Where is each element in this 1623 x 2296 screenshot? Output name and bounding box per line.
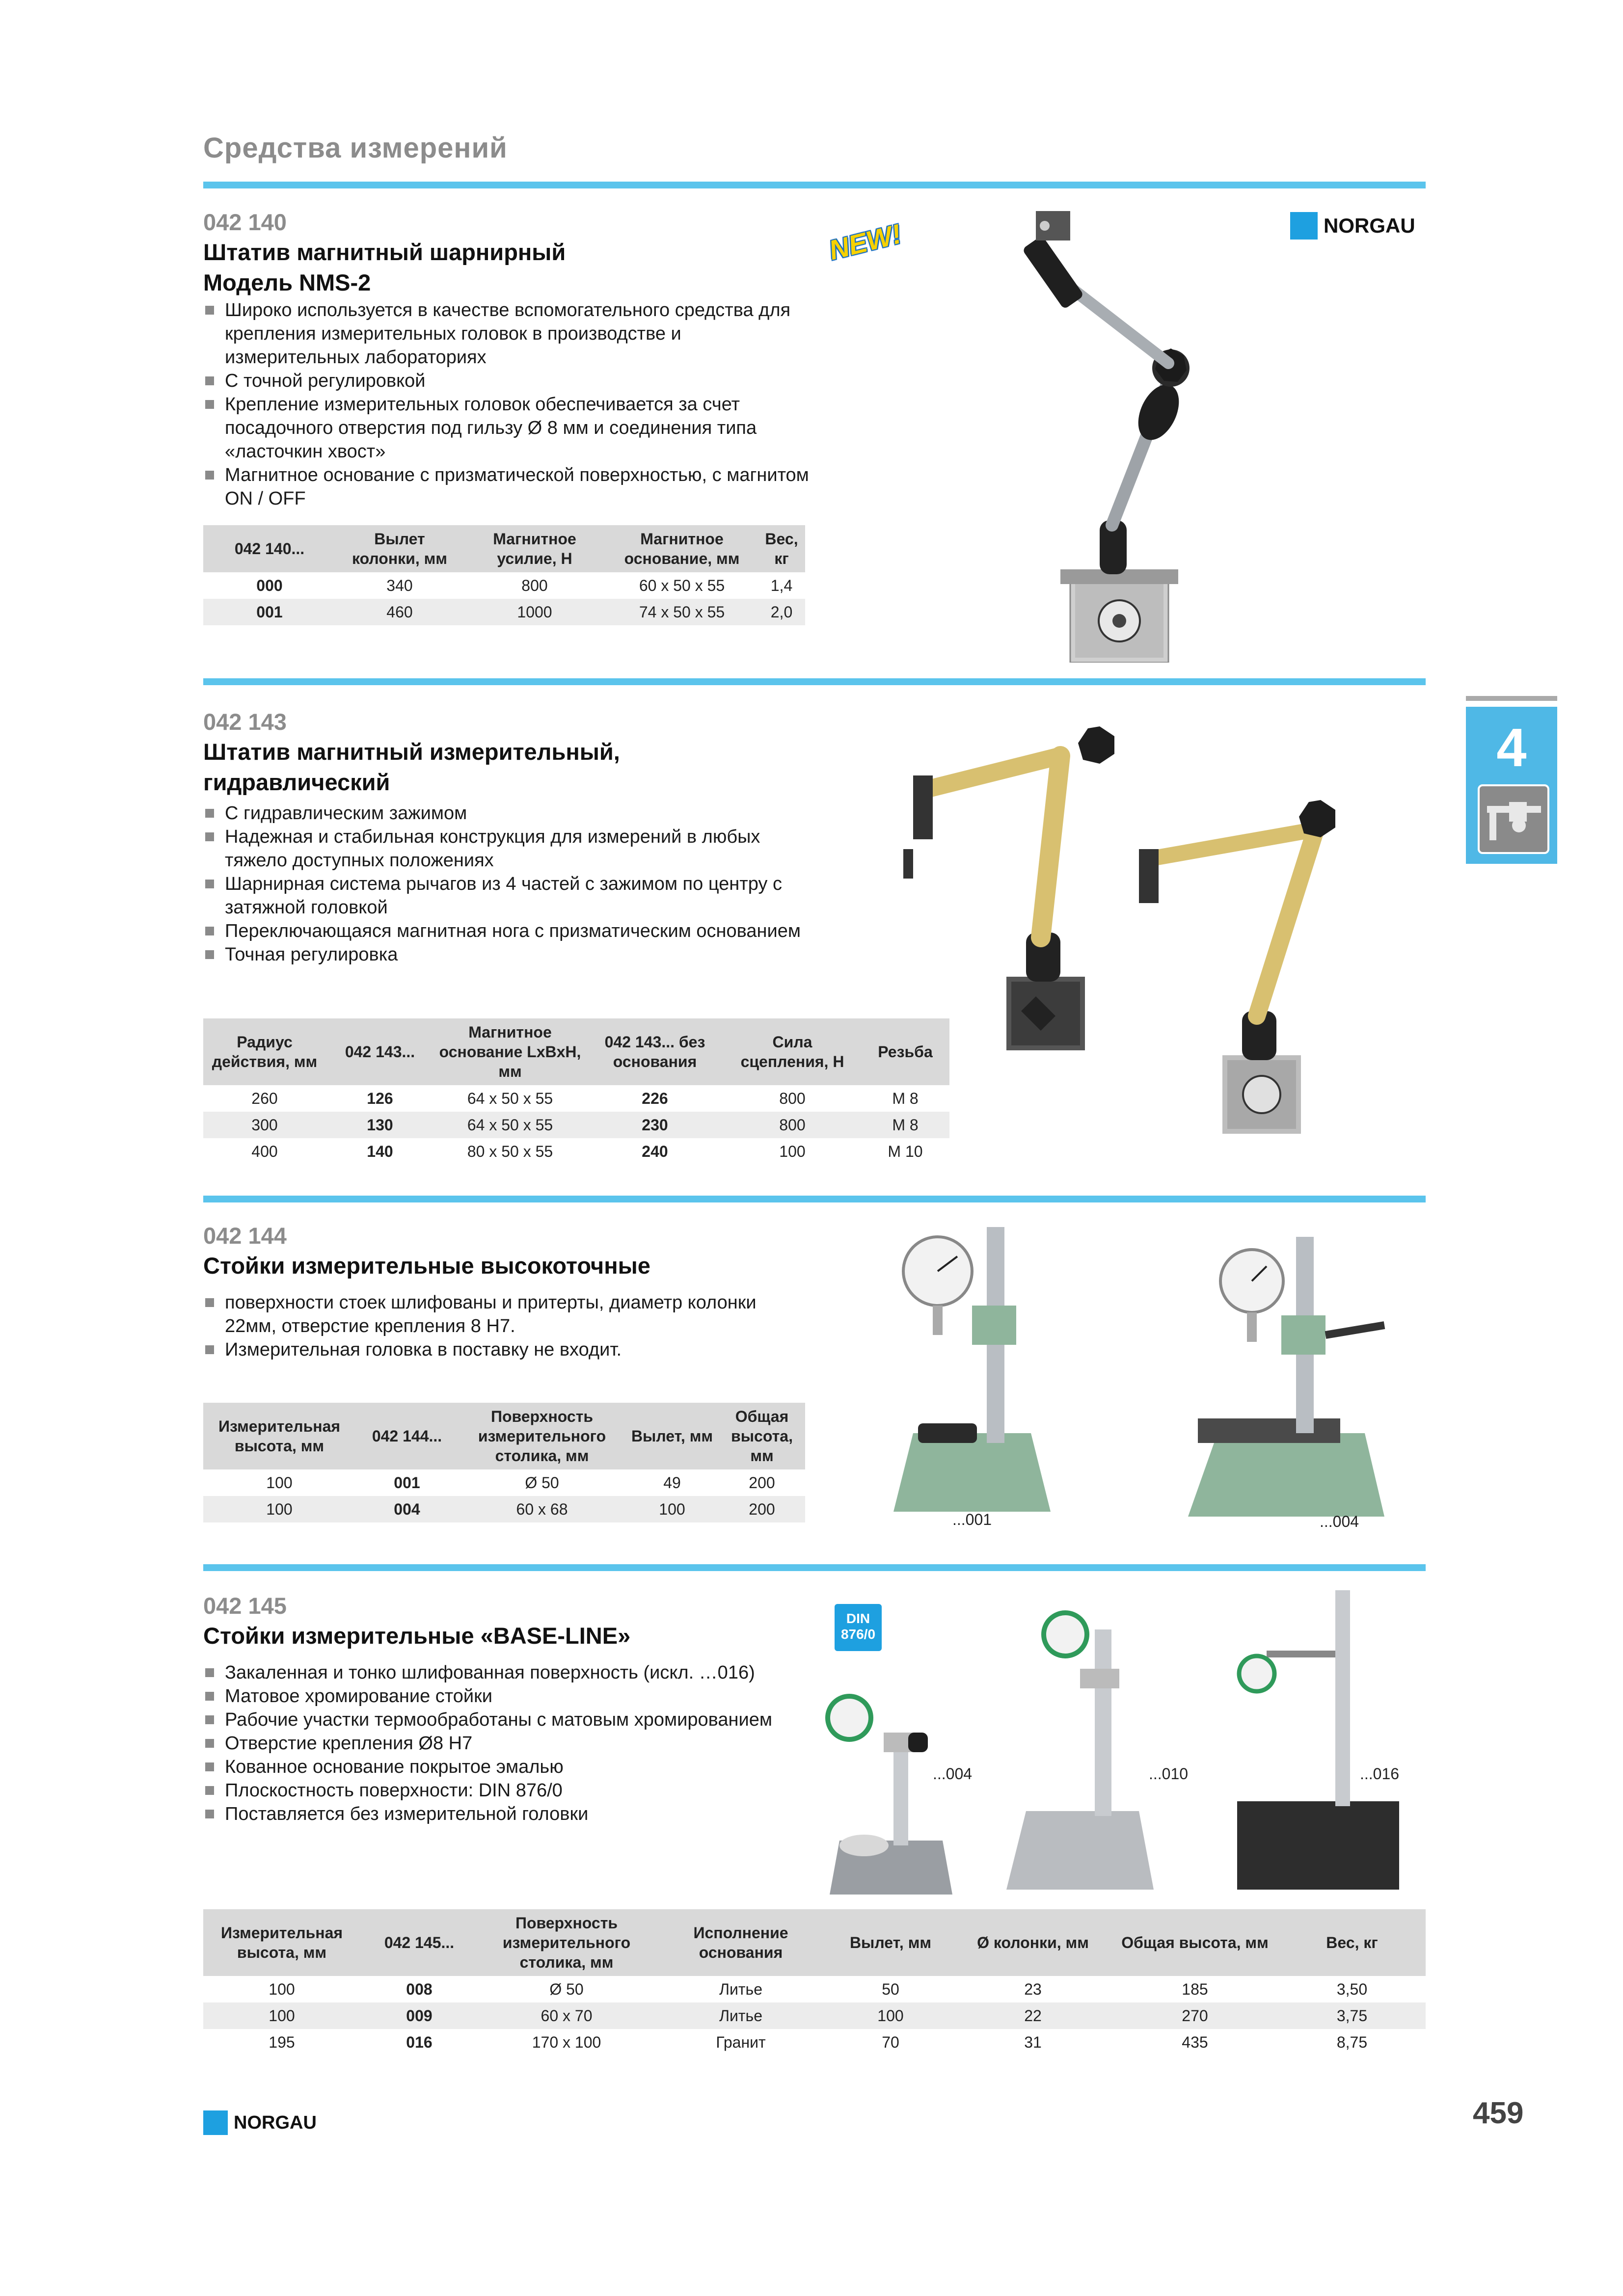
table-cell: 240 bbox=[642, 1142, 668, 1160]
section-divider bbox=[203, 182, 1426, 188]
product-title-line: Штатив магнитный шарнирный bbox=[203, 239, 566, 265]
table-cell: 64 x 50 x 55 bbox=[434, 1112, 586, 1138]
photo-caption: ...004 bbox=[1320, 1513, 1359, 1530]
column-header: 042 143... без основания bbox=[586, 1018, 724, 1085]
feature-item: С точной регулировкой bbox=[203, 369, 812, 393]
column-header: Исполнение основания bbox=[655, 1909, 827, 1976]
photo-caption: ...001 bbox=[952, 1511, 992, 1528]
column-header: Поверхность измерительного столика, мм bbox=[459, 1403, 625, 1469]
feature-item: Широко используется в качестве вспомогательного средства для крепления измерительных головок в производстве и измерительных лабораториях bbox=[203, 298, 812, 369]
table-cell: 140 bbox=[367, 1142, 393, 1160]
table-cell: 340 bbox=[386, 576, 413, 594]
table-row bbox=[203, 1085, 949, 1112]
feature-item: Крепление измерительных головок обеспечивается за счет посадочного отверстия под гильзу Ø 8 мм и соединения типа «ласточкин хвост» bbox=[203, 393, 812, 463]
product-title: Стойки измерительные «BASE-LINE» bbox=[203, 1623, 631, 1649]
table-cell: 80 x 50 x 55 bbox=[467, 1142, 553, 1160]
product-title bbox=[203, 737, 620, 798]
product-title: Стойки измерительные высокоточные bbox=[203, 1253, 650, 1279]
table-cell: 3,75 bbox=[1278, 2002, 1426, 2029]
table-header-row bbox=[203, 1909, 1426, 1976]
table-cell: 800 bbox=[724, 1112, 861, 1138]
section-divider bbox=[203, 1564, 1426, 1571]
column-header: Вес, кг bbox=[1278, 1909, 1426, 1976]
column-header: Радиус действия, мм bbox=[203, 1018, 326, 1085]
table-cell: 50 bbox=[882, 1980, 899, 1998]
column-header: 042 144... bbox=[355, 1403, 459, 1469]
table-cell: 100 bbox=[269, 1980, 295, 1998]
product-photo-baseline-stands bbox=[815, 1585, 1424, 1899]
column-header: Поверхность измерительного столика, мм bbox=[478, 1909, 655, 1976]
table-cell: M 10 bbox=[888, 1142, 923, 1160]
photo-caption: ...010 bbox=[1149, 1765, 1189, 1783]
brand-square-icon bbox=[203, 2110, 228, 2135]
table-cell: 130 bbox=[326, 1112, 434, 1138]
column-header: Измерительная высота, мм bbox=[203, 1909, 360, 1976]
product-photo-nms2 bbox=[1001, 206, 1227, 663]
column-header: Ø колонки, мм bbox=[954, 1909, 1111, 1976]
table-cell: 185 bbox=[1182, 1980, 1208, 1998]
table-cell: 23 bbox=[1024, 1980, 1042, 1998]
column-header: Резьба bbox=[861, 1018, 949, 1085]
table-cell: 1,4 bbox=[770, 576, 793, 594]
table-cell: 400 bbox=[251, 1142, 278, 1160]
new-badge: NEW! bbox=[826, 218, 905, 266]
table-row bbox=[203, 1469, 805, 1496]
brand-name: NORGAU bbox=[234, 2112, 317, 2133]
column-header: 042 143... bbox=[326, 1018, 434, 1085]
din-badge-line: DIN bbox=[846, 1611, 870, 1626]
brand-name: NORGAU bbox=[1324, 214, 1415, 237]
table-cell: 60 x 50 x 55 bbox=[639, 576, 725, 594]
table-cell: 016 bbox=[406, 2033, 433, 2051]
table-cell: 70 bbox=[882, 2033, 899, 2051]
product-code: 042 143 bbox=[203, 709, 287, 735]
spec-table bbox=[203, 1018, 949, 1165]
column-header: Вылет, мм bbox=[827, 1909, 954, 1976]
section-divider bbox=[203, 678, 1426, 685]
photo-caption: ...016 bbox=[1360, 1765, 1400, 1783]
table-row bbox=[203, 572, 805, 599]
table-cell: 200 bbox=[719, 1496, 805, 1522]
table-cell: 22 bbox=[954, 2002, 1111, 2029]
table-cell: 100 bbox=[779, 1142, 806, 1160]
column-header: Вес, кг bbox=[758, 525, 805, 572]
column-header: Общая высота, мм bbox=[1111, 1909, 1278, 1976]
column-header: 042 140... bbox=[203, 525, 336, 572]
table-cell: 800 bbox=[521, 576, 548, 594]
brand-logo bbox=[1290, 212, 1415, 240]
footer-brand-logo bbox=[203, 2110, 317, 2135]
product-title-line: гидравлический bbox=[203, 769, 390, 795]
table-cell: 74 x 50 x 55 bbox=[606, 599, 758, 625]
product-code: 042 140 bbox=[203, 209, 287, 235]
table-cell: 8,75 bbox=[1336, 2033, 1368, 2051]
table-header-row bbox=[203, 525, 805, 572]
column-header: Измерительная высота, мм bbox=[203, 1403, 355, 1469]
feature-item: Шарнирная система рычагов из 4 частей с зажимом по центру с затяжной головкой bbox=[203, 872, 812, 919]
table-cell: 170 x 100 bbox=[532, 2033, 601, 2051]
table-cell: 226 bbox=[642, 1089, 668, 1107]
feature-item: Магнитное основание с призматической поверхностью, с магнитом ON / OFF bbox=[203, 463, 812, 510]
feature-item: Закаленная и тонко шлифованная поверхность (искл. …016) bbox=[203, 1661, 822, 1684]
brand-square-icon bbox=[1290, 212, 1318, 240]
feature-item: Матовое хромирование стойки bbox=[203, 1684, 822, 1708]
caliper-icon bbox=[1478, 784, 1549, 854]
table-cell: 008 bbox=[406, 1980, 433, 1998]
table-cell: M 8 bbox=[892, 1089, 919, 1107]
feature-item: Измерительная головка в поставку не входит. bbox=[203, 1338, 812, 1362]
table-header-row bbox=[203, 1018, 949, 1085]
table-cell: M 8 bbox=[861, 1112, 949, 1138]
column-header: Общая высота, мм bbox=[719, 1403, 805, 1469]
feature-list bbox=[203, 298, 812, 510]
table-cell: 300 bbox=[203, 1112, 326, 1138]
table-cell: 64 x 50 x 55 bbox=[467, 1089, 553, 1107]
feature-list bbox=[203, 1291, 812, 1362]
table-cell: 31 bbox=[1024, 2033, 1042, 2051]
table-row bbox=[203, 1496, 805, 1522]
table-cell: 3,50 bbox=[1336, 1980, 1368, 1998]
table-cell: 100 bbox=[266, 1473, 293, 1492]
table-cell: 100 bbox=[203, 2002, 360, 2029]
table-row bbox=[203, 1138, 949, 1165]
table-cell: 460 bbox=[336, 599, 463, 625]
table-cell: Гранит bbox=[716, 2033, 766, 2051]
table-row bbox=[203, 1976, 1426, 2002]
table-cell: 100 bbox=[625, 1496, 719, 1522]
table-cell: 230 bbox=[586, 1112, 724, 1138]
table-row bbox=[203, 1112, 949, 1138]
column-header: Магнитное усилие, Н bbox=[463, 525, 606, 572]
product-code: 042 144 bbox=[203, 1223, 287, 1249]
table-cell: 435 bbox=[1182, 2033, 1208, 2051]
feature-item: Надежная и стабильная конструкция для измерений в любых тяжело доступных положениях bbox=[203, 825, 812, 872]
table-cell: 60 x 70 bbox=[478, 2002, 655, 2029]
din-badge-line: 876/0 bbox=[840, 1627, 876, 1642]
side-tab-line bbox=[1466, 696, 1557, 701]
table-cell: 200 bbox=[749, 1473, 775, 1492]
table-cell: 100 bbox=[827, 2002, 954, 2029]
table-cell: 60 x 68 bbox=[459, 1496, 625, 1522]
product-title-line: Штатив магнитный измерительный, bbox=[203, 739, 620, 765]
feature-item: Кованное основание покрытое эмалью bbox=[203, 1755, 822, 1779]
table-cell: 004 bbox=[355, 1496, 459, 1522]
feature-item: Переключающаяся магнитная нога с призматическим основанием bbox=[203, 919, 812, 943]
table-cell: 2,0 bbox=[758, 599, 805, 625]
column-header: Магнитное основание, мм bbox=[606, 525, 758, 572]
spec-table bbox=[203, 525, 805, 625]
table-cell: Ø 50 bbox=[525, 1473, 559, 1492]
column-header: 042 145... bbox=[360, 1909, 478, 1976]
column-header: Вылет колонки, мм bbox=[336, 525, 463, 572]
table-cell: 1000 bbox=[463, 599, 606, 625]
spec-table bbox=[203, 1909, 1426, 2056]
feature-item: поверхности стоек шлифованы и притерты, диаметр колонки 22мм, отверстие крепления 8 H7. bbox=[203, 1291, 812, 1338]
feature-item: Точная регулировка bbox=[203, 943, 812, 966]
chapter-tab bbox=[1466, 707, 1557, 864]
table-cell: 800 bbox=[779, 1089, 806, 1107]
table-header-row bbox=[203, 1403, 805, 1469]
feature-item: Отверстие крепления Ø8 H7 bbox=[203, 1732, 822, 1755]
feature-list bbox=[203, 801, 812, 966]
table-cell: 000 bbox=[256, 576, 283, 594]
table-cell: 001 bbox=[394, 1473, 420, 1492]
table-cell: Литье bbox=[655, 2002, 827, 2029]
table-row bbox=[203, 599, 805, 625]
feature-item: Рабочие участки термообработаны с матовым хромированием bbox=[203, 1708, 822, 1732]
table-cell: 49 bbox=[663, 1473, 681, 1492]
section-divider bbox=[203, 1196, 1426, 1202]
chapter-number: 4 bbox=[1496, 718, 1527, 778]
product-title-line: Модель NMS-2 bbox=[203, 269, 371, 295]
table-cell: 126 bbox=[367, 1089, 393, 1107]
table-cell: 001 bbox=[203, 599, 336, 625]
table-cell: Ø 50 bbox=[549, 1980, 584, 1998]
page-title: Средства измерений bbox=[203, 132, 508, 164]
table-cell: 260 bbox=[251, 1089, 278, 1107]
table-row bbox=[203, 2029, 1426, 2056]
feature-item: Плоскостность поверхности: DIN 876/0 bbox=[203, 1779, 822, 1802]
feature-item: С гидравлическим зажимом bbox=[203, 801, 812, 825]
table-cell: 270 bbox=[1111, 2002, 1278, 2029]
table-cell: 195 bbox=[269, 2033, 295, 2051]
column-header: Вылет, мм bbox=[625, 1403, 719, 1469]
page-number: 459 bbox=[1473, 2096, 1524, 2130]
table-row bbox=[203, 2002, 1426, 2029]
product-code: 042 145 bbox=[203, 1593, 287, 1619]
product-title bbox=[203, 237, 566, 298]
product-photo-precision-stands bbox=[884, 1217, 1424, 1522]
column-header: Магнитное основание LxBxH, мм bbox=[434, 1018, 586, 1085]
table-cell: 009 bbox=[360, 2002, 478, 2029]
feature-list bbox=[203, 1661, 822, 1826]
table-cell: Литье bbox=[719, 1980, 762, 1998]
product-photo-hydraulic-stands bbox=[893, 702, 1394, 1153]
table-cell: 100 bbox=[203, 1496, 355, 1522]
column-header: Сила сцепления, Н bbox=[724, 1018, 861, 1085]
photo-caption: ...004 bbox=[933, 1765, 973, 1783]
feature-item: Поставляется без измерительной головки bbox=[203, 1802, 822, 1826]
spec-table bbox=[203, 1403, 805, 1522]
